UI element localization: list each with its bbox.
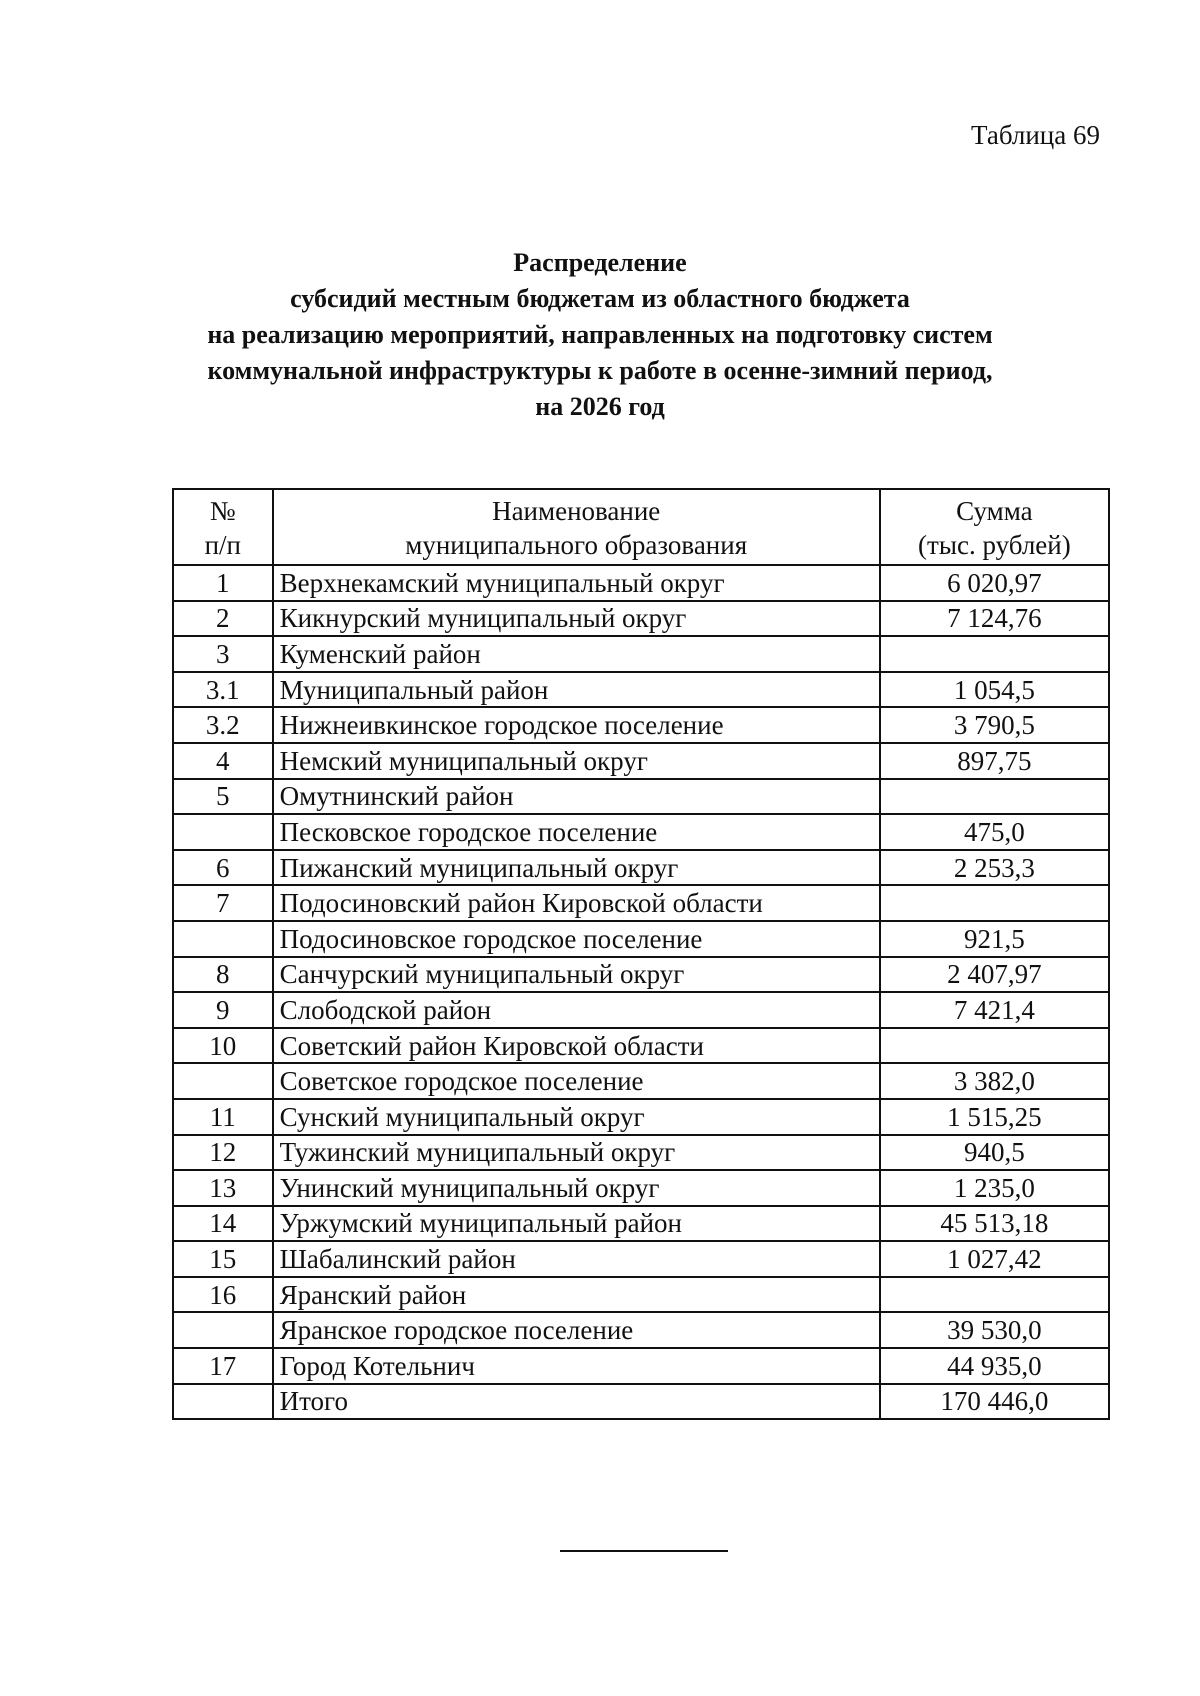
row-number: 17 <box>173 1348 273 1384</box>
distribution-table <box>172 488 1110 1420</box>
amount: 940,5 <box>880 1135 1109 1171</box>
row-number: 3 <box>173 636 273 672</box>
amount: 7 421,4 <box>880 992 1109 1028</box>
header-number-line-2: п/п <box>204 530 241 560</box>
amount <box>880 779 1109 815</box>
amount: 1 054,5 <box>880 672 1109 708</box>
row-number: 6 <box>173 850 273 886</box>
title-line-2: субсидий местным бюджетам из областного бюджета <box>290 284 910 313</box>
table-row <box>173 1170 1109 1206</box>
row-number: 5 <box>173 779 273 815</box>
amount <box>880 1028 1109 1064</box>
amount: 921,5 <box>880 921 1109 957</box>
amount: 2 253,3 <box>880 850 1109 886</box>
row-number <box>173 1063 273 1099</box>
amount: 45 513,18 <box>880 1206 1109 1242</box>
header-sum-line-2: (тыс. рублей) <box>918 530 1071 560</box>
municipality-name: Пижанский муниципальный округ <box>273 850 880 886</box>
municipality-name: Сунский муниципальный округ <box>273 1099 880 1135</box>
header-number-line-1: № <box>209 496 236 526</box>
amount <box>880 636 1109 672</box>
title-line-3: на реализацию мероприятий, направленных на подготовку систем <box>207 320 993 349</box>
row-number <box>173 814 273 850</box>
document-title <box>0 245 1200 425</box>
table-row <box>173 814 1109 850</box>
table-header-row <box>173 489 1109 565</box>
amount: 7 124,76 <box>880 601 1109 637</box>
row-number: 11 <box>173 1099 273 1135</box>
table-row <box>173 1348 1109 1384</box>
municipality-name: Советское городское поселение <box>273 1063 880 1099</box>
row-number: 12 <box>173 1135 273 1171</box>
row-number: 3.1 <box>173 672 273 708</box>
amount <box>880 885 1109 921</box>
table-row <box>173 565 1109 601</box>
municipality-name: Нижнеивкинское городское поселение <box>273 707 880 743</box>
table-row <box>173 957 1109 993</box>
municipality-name: Яранский район <box>273 1277 880 1313</box>
row-number: 7 <box>173 885 273 921</box>
row-number: 16 <box>173 1277 273 1313</box>
municipality-name: Итого <box>273 1384 880 1420</box>
table-row <box>173 779 1109 815</box>
row-number <box>173 1312 273 1348</box>
table-row <box>173 1384 1109 1420</box>
row-number: 8 <box>173 957 273 993</box>
table-row <box>173 1099 1109 1135</box>
table-row <box>173 921 1109 957</box>
municipality-name: Куменский район <box>273 636 880 672</box>
amount: 39 530,0 <box>880 1312 1109 1348</box>
municipality-name: Кикнурский муниципальный округ <box>273 601 880 637</box>
amount: 1 027,42 <box>880 1241 1109 1277</box>
row-number: 1 <box>173 565 273 601</box>
amount: 475,0 <box>880 814 1109 850</box>
header-sum-line-1: Сумма <box>956 496 1033 526</box>
municipality-name: Санчурский муниципальный округ <box>273 957 880 993</box>
municipality-name: Подосиновский район Кировской области <box>273 885 880 921</box>
table-row <box>173 1312 1109 1348</box>
row-number: 13 <box>173 1170 273 1206</box>
amount: 6 020,97 <box>880 565 1109 601</box>
table-row <box>173 743 1109 779</box>
row-number <box>173 1384 273 1420</box>
municipality-name: Унинский муниципальный округ <box>273 1170 880 1206</box>
amount: 3 382,0 <box>880 1063 1109 1099</box>
amount: 170 446,0 <box>880 1384 1109 1420</box>
table-row <box>173 992 1109 1028</box>
table-row <box>173 1241 1109 1277</box>
municipality-name: Верхнекамский муниципальный округ <box>273 565 880 601</box>
table-row <box>173 1277 1109 1313</box>
amount: 1 235,0 <box>880 1170 1109 1206</box>
municipality-name: Муниципальный район <box>273 672 880 708</box>
row-number: 2 <box>173 601 273 637</box>
title-line-4: коммунальной инфраструктуры к работе в осенне-зимний период, <box>207 356 993 385</box>
municipality-name: Тужинский муниципальный округ <box>273 1135 880 1171</box>
table-row <box>173 707 1109 743</box>
municipality-name: Шабалинский район <box>273 1241 880 1277</box>
row-number: 14 <box>173 1206 273 1242</box>
table-number: Таблица 69 <box>971 120 1100 150</box>
end-divider <box>560 1550 728 1552</box>
amount <box>880 1277 1109 1313</box>
table-body <box>173 565 1109 1419</box>
municipality-name: Яранское городское поселение <box>273 1312 880 1348</box>
amount: 897,75 <box>880 743 1109 779</box>
municipality-name: Город Котельнич <box>273 1348 880 1384</box>
amount: 3 790,5 <box>880 707 1109 743</box>
table-row <box>173 885 1109 921</box>
row-number: 10 <box>173 1028 273 1064</box>
amount: 44 935,0 <box>880 1348 1109 1384</box>
municipality-name: Подосиновское городское поселение <box>273 921 880 957</box>
table-row <box>173 636 1109 672</box>
amount: 2 407,97 <box>880 957 1109 993</box>
table-row <box>173 672 1109 708</box>
table-row <box>173 1206 1109 1242</box>
header-sum <box>880 489 1109 565</box>
row-number: 15 <box>173 1241 273 1277</box>
header-name-line-2: муниципального образования <box>405 530 748 560</box>
title-line-5: на 2026 год <box>535 392 665 421</box>
title-line-1: Распределение <box>513 248 687 277</box>
municipality-name: Советский район Кировской области <box>273 1028 880 1064</box>
row-number: 4 <box>173 743 273 779</box>
municipality-name: Омутнинский район <box>273 779 880 815</box>
row-number: 3.2 <box>173 707 273 743</box>
table-row <box>173 601 1109 637</box>
header-name-line-1: Наименование <box>492 496 661 526</box>
municipality-name: Уржумский муниципальный район <box>273 1206 880 1242</box>
municipality-name: Песковское городское поселение <box>273 814 880 850</box>
amount: 1 515,25 <box>880 1099 1109 1135</box>
table-row <box>173 850 1109 886</box>
table-row <box>173 1135 1109 1171</box>
header-number <box>173 489 273 565</box>
header-name <box>273 489 880 565</box>
municipality-name: Немский муниципальный округ <box>273 743 880 779</box>
row-number: 9 <box>173 992 273 1028</box>
municipality-name: Слободской район <box>273 992 880 1028</box>
table-row <box>173 1063 1109 1099</box>
row-number <box>173 921 273 957</box>
table-row <box>173 1028 1109 1064</box>
